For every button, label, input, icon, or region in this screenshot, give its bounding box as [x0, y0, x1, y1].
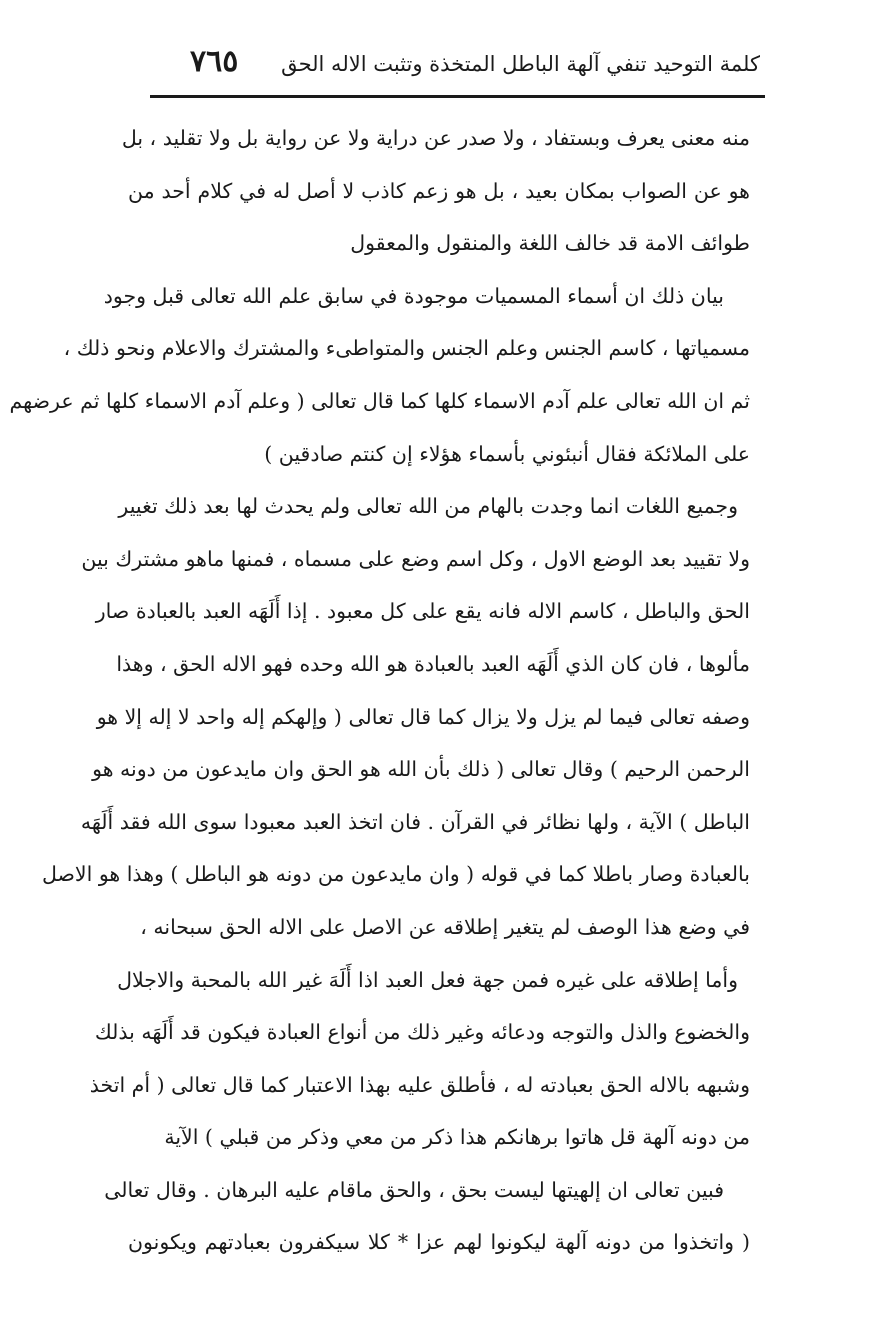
text-line: في وضع هذا الوصف لم يتغير إطلاقه عن الاصل على الاله الحق سبحانه ،: [140, 914, 750, 939]
text-line: ثم ان الله تعالى علم آدم الاسماء كلها كما قال تعالى ( وعلم آدم الاسماء كلها ثم عرضهم: [9, 388, 750, 413]
text-line: مألوها ، فان كان الذي أَلَهَه العبد بالعبادة هو الله وحده فهو الاله الحق ، وهذا: [116, 651, 750, 676]
text-line: ( واتخذوا من دونه آلهة ليكونوا لهم عزا * كلا سيكفرون بعبادتهم ويكونون: [128, 1230, 750, 1255]
text-line: ولا تقييد بعد الوضع الاول ، وكل اسم وضع على مسماه ، فمنها ماهو مشترك بين: [81, 546, 750, 571]
body-text: [9, 112, 750, 1269]
running-title: كلمة التوحيد تنفي آلهة الباطل المتخذة وتثبت الاله الحق: [281, 52, 760, 76]
text-line: الباطل ) الآية ، ولها نظائر في القرآن . فان اتخذ العبد معبودا سوى الله فقد أَلَهَه: [80, 809, 750, 834]
paragraph-start-line: وأما إطلاقه على غيره فمن جهة فعل العبد اذا أَلَهَ غير الله بالمحبة والاجلال: [117, 967, 738, 992]
text-line: وشبهه بالاله الحق بعبادته له ، فأطلق عليه بهذا الاعتبار كما قال تعالى ( أم اتخذ: [89, 1072, 750, 1097]
text-line: بالعبادة وصار باطلا كما في قوله ( وان مايدعون من دونه هو الباطل ) وهذا هو الاصل: [41, 862, 750, 887]
text-line: وصفه تعالى فيما لم يزل ولا يزال كما قال تعالى ( وإلهكم إله واحد لا إله إلا هو: [96, 704, 750, 729]
page-header: [150, 42, 762, 92]
text-line: الرحمن الرحيم ) وقال تعالى ( ذلك بأن الله هو الحق وان مايدعون من دونه هو: [92, 757, 750, 782]
page-number: ٧٦٥: [190, 44, 239, 79]
text-line: هو عن الصواب بمكان بعيد ، بل هو زعم كاذب لا أصل له في كلام أحد من: [128, 178, 750, 203]
text-line: الحق والباطل ، كاسم الاله فانه يقع على كل معبود . إذا أَلَهَه العبد بالعبادة صار: [95, 599, 750, 624]
text-line: طوائف الامة قد خالف اللغة والمنقول والمعقول: [350, 231, 750, 256]
text-line: مسمياتها ، كاسم الجنس وعلم الجنس والمتواطىء والمشترك والاعلام ونحو ذلك ،: [63, 336, 750, 361]
text-line: والخضوع والذل والتوجه ودعائه وغير ذلك من أنواع العبادة فيكون قد أَلَهَه بذلك: [94, 1020, 750, 1045]
text-line: منه معنى يعرف وبستفاد ، ولا صدر عن دراية ولا عن رواية بل ولا تقليد ، بل: [121, 126, 750, 150]
paragraph-start-line: فبين تعالى ان إلهيتها ليست بحق ، والحق ماقام عليه البرهان . وقال تعالى: [104, 1177, 724, 1202]
paragraph-start-line: بيان ذلك ان أسماء المسميات موجودة في سابق علم الله تعالى قبل وجود: [103, 283, 724, 308]
header-rule: [150, 95, 765, 98]
text-line: على الملائكة فقال أنبئوني بأسماء هؤلاء إن كنتم صادقين ): [264, 441, 750, 466]
paragraph-start-line: وجميع اللغات انما وجدت بالهام من الله تعالى ولم يحدث لها بعد ذلك تغيير: [118, 494, 738, 519]
text-line: من دونه آلهة قل هاتوا برهانكم هذا ذكر من معي وذكر من قبلي ) الآية: [164, 1125, 750, 1150]
